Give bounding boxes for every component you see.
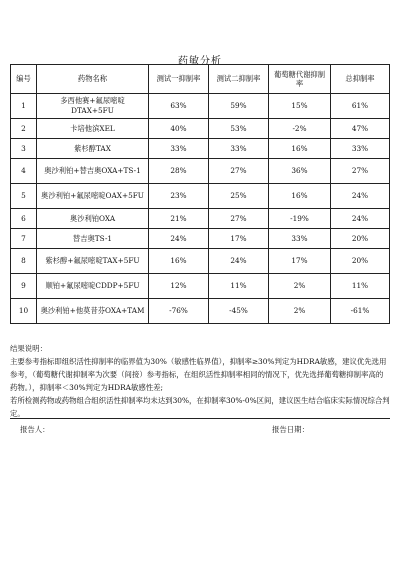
cell-test2: 24% — [209, 249, 269, 274]
cell-drug-name: 多西他赛+氟尿嘧啶DTAX+5FU — [37, 94, 149, 119]
cell-test1: 21% — [149, 209, 209, 229]
cell-glucose: 2% — [269, 274, 331, 299]
result-notes — [10, 342, 390, 420]
table-row — [11, 94, 390, 119]
cell-total: 27% — [331, 159, 390, 184]
cell-test1: 24% — [149, 229, 209, 249]
col-header-test1: 测试一抑制率 — [149, 65, 209, 94]
cell-glucose: 33% — [269, 229, 331, 249]
cell-drug-name: 奥沙利铂+氟尿嘧啶OAX+5FU — [37, 184, 149, 209]
cell-drug-name: 替吉奥TS-1 — [37, 229, 149, 249]
cell-drug-name: 紫杉醇+氟尿嘧啶TAX+5FU — [37, 249, 149, 274]
col-header-glucose: 葡萄糖代谢抑制率 — [269, 65, 331, 94]
cell-glucose: 16% — [269, 139, 331, 159]
cell-glucose: -2% — [269, 119, 331, 139]
report-date-label: 报告日期： — [272, 425, 309, 434]
cell-test2: 17% — [209, 229, 269, 249]
cell-no: 6 — [11, 209, 37, 229]
cell-test2: 27% — [209, 159, 269, 184]
table-header-row — [11, 65, 390, 94]
reporter-label: 报告人： — [20, 425, 50, 434]
notes-paragraph-criteria: 主要参考指标即组织活性抑制率的临界值为30%（敏感性临界值），抑制率≥30%判定为HDRA敏感，建议优先选用参考，（葡萄糖代谢抑制率为次要（间接）参考指标，在组织活性抑制率相同的情况下，优先选择葡萄糖抑制率高的药物。），抑制率＜30%判定为HDRA敏感性差; — [10, 357, 387, 392]
cell-no: 1 — [11, 94, 37, 119]
cell-glucose: 17% — [269, 249, 331, 274]
table-row — [11, 139, 390, 159]
cell-drug-name: 顺铂+氟尿嘧啶CDDP+5FU — [37, 274, 149, 299]
cell-no: 5 — [11, 184, 37, 209]
cell-no: 10 — [11, 299, 37, 324]
cell-test2: 11% — [209, 274, 269, 299]
notes-paragraph-recommendation: 若所检测药物或药物组合组织活性抑制率均未达到30%，在抑制率30%-0%区间，建议医生结合临床实际情况综合判定。 — [10, 396, 390, 418]
cell-test1: 12% — [149, 274, 209, 299]
cell-total: 20% — [331, 229, 390, 249]
cell-total: 61% — [331, 94, 390, 119]
table-row — [11, 299, 390, 324]
cell-no: 8 — [11, 249, 37, 274]
cell-drug-name: 卡培他滨XEL — [37, 119, 149, 139]
cell-glucose: 15% — [269, 94, 331, 119]
cell-no: 3 — [11, 139, 37, 159]
table-row — [11, 119, 390, 139]
col-header-test2: 测试二抑制率 — [209, 65, 269, 94]
table-row — [11, 159, 390, 184]
cell-test1: 63% — [149, 94, 209, 119]
cell-no: 7 — [11, 229, 37, 249]
table-row — [11, 184, 390, 209]
col-header-drug-name: 药物名称 — [37, 65, 149, 94]
cell-test1: 23% — [149, 184, 209, 209]
cell-total: 20% — [331, 249, 390, 274]
notes-heading: 结果说明： — [10, 344, 47, 353]
cell-glucose: -19% — [269, 209, 331, 229]
cell-test1: 40% — [149, 119, 209, 139]
cell-test2: -45% — [209, 299, 269, 324]
cell-drug-name: 奥沙利铂OXA — [37, 209, 149, 229]
cell-total: 11% — [331, 274, 390, 299]
table-row — [11, 249, 390, 274]
table-row — [11, 229, 390, 249]
cell-total: -61% — [331, 299, 390, 324]
cell-test2: 33% — [209, 139, 269, 159]
table-row — [11, 209, 390, 229]
cell-total: 24% — [331, 184, 390, 209]
cell-drug-name: 奥沙利铂+他莫昔芬OXA+TAM — [37, 299, 149, 324]
cell-test1: -76% — [149, 299, 209, 324]
cell-no: 9 — [11, 274, 37, 299]
drug-sensitivity-table — [10, 64, 390, 324]
cell-test1: 16% — [149, 249, 209, 274]
cell-glucose: 16% — [269, 184, 331, 209]
cell-total: 47% — [331, 119, 390, 139]
table-row — [11, 274, 390, 299]
report-footer — [10, 418, 390, 434]
cell-test2: 59% — [209, 94, 269, 119]
cell-glucose: 2% — [269, 299, 331, 324]
cell-total: 24% — [331, 209, 390, 229]
cell-drug-name: 奥沙利铂+替吉奥OXA+TS-1 — [37, 159, 149, 184]
cell-test1: 28% — [149, 159, 209, 184]
cell-no: 2 — [11, 119, 37, 139]
page-title: 药敏分析 — [178, 56, 222, 67]
cell-test2: 27% — [209, 209, 269, 229]
cell-test2: 25% — [209, 184, 269, 209]
col-header-total: 总抑制率 — [331, 65, 390, 94]
cell-total: 33% — [331, 139, 390, 159]
cell-test1: 33% — [149, 139, 209, 159]
cell-no: 4 — [11, 159, 37, 184]
cell-glucose: 36% — [269, 159, 331, 184]
cell-test2: 53% — [209, 119, 269, 139]
col-header-no: 编号 — [11, 65, 37, 94]
cell-drug-name: 紫杉醇TAX — [37, 139, 149, 159]
